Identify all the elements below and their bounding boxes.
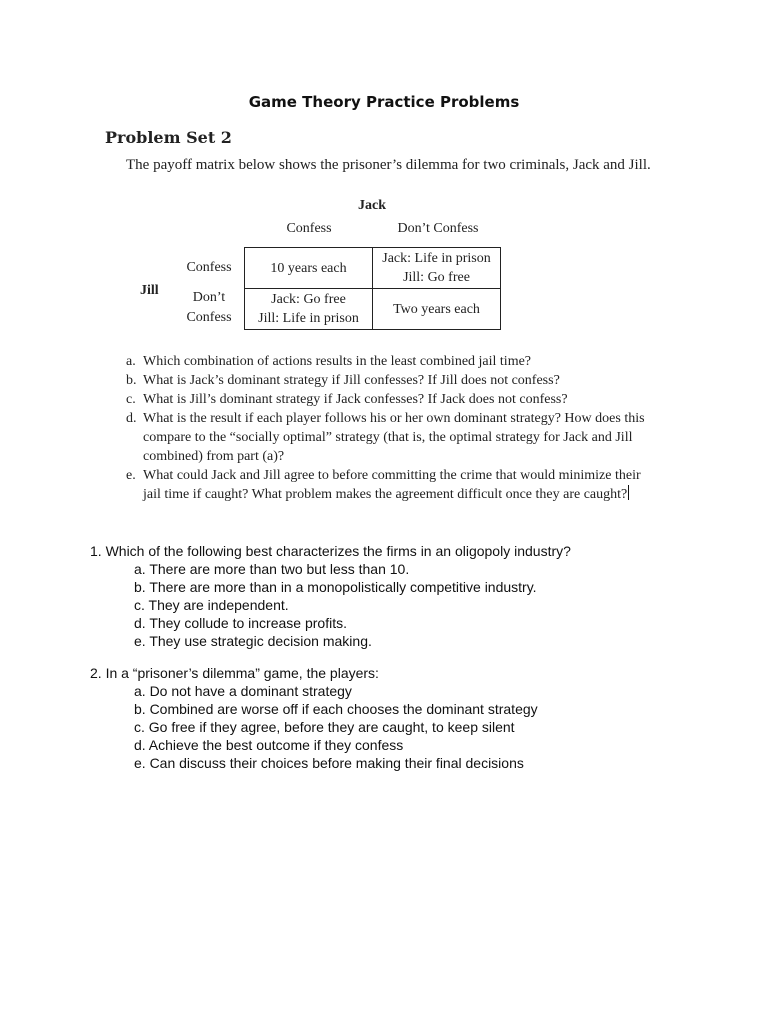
text-cursor bbox=[628, 485, 629, 500]
mc-option: d. They collude to increase profits. bbox=[134, 615, 347, 631]
row-player-label: Jill bbox=[140, 283, 159, 298]
multiple-choice-question bbox=[90, 542, 730, 650]
column-player-label: Jack bbox=[358, 198, 386, 213]
matrix-cell: Jack: Go free Jill: Life in prison bbox=[245, 289, 373, 330]
mc-option: c. They are independent. bbox=[134, 597, 289, 613]
multiple-choice-question bbox=[90, 664, 730, 772]
mc-option: b. There are more than in a monopolistically competitive industry. bbox=[134, 579, 537, 595]
matrix-cell: Jack: Life in prison Jill: Go free bbox=[373, 248, 501, 289]
column-header-dont-confess: Don’t Confess bbox=[397, 221, 479, 236]
matrix-cell: Two years each bbox=[373, 289, 501, 330]
question-item: b. What is Jack’s dominant strategy if Jill confesses? If Jill does not confess? bbox=[126, 373, 560, 388]
problem-set-title: Problem Set 2 bbox=[105, 128, 232, 147]
intro-text: The payoff matrix below shows the prisoner’s dilemma for two criminals, Jack and Jill. bbox=[126, 157, 651, 173]
mc-question-text: 1. Which of the following best characterizes the firms in an oligopoly industry? bbox=[90, 543, 571, 559]
matrix-cell: 10 years each bbox=[245, 248, 373, 289]
mc-option: e. They use strategic decision making. bbox=[134, 633, 372, 649]
mc-option: e. Can discuss their choices before making their final decisions bbox=[134, 755, 524, 771]
mc-option: a. There are more than two but less than 10. bbox=[134, 561, 410, 577]
column-header-confess: Confess bbox=[286, 221, 332, 236]
mc-option: a. Do not have a dominant strategy bbox=[134, 683, 352, 699]
row-header-confess: Confess bbox=[186, 260, 232, 275]
mc-option: b. Combined are worse off if each chooses the dominant strategy bbox=[134, 701, 538, 717]
mc-option: c. Go free if they agree, before they are caught, to keep silent bbox=[134, 719, 515, 735]
page-title: Game Theory Practice Problems bbox=[248, 93, 520, 111]
question-list bbox=[126, 352, 656, 504]
question-item: c. What is Jill’s dominant strategy if Jack confesses? If Jack does not confess? bbox=[126, 392, 568, 407]
mc-question-text: 2. In a “prisoner’s dilemma” game, the players: bbox=[90, 665, 379, 681]
mc-option: d. Achieve the best outcome if they confess bbox=[134, 737, 404, 753]
payoff-matrix bbox=[244, 247, 501, 330]
question-item: a. Which combination of actions results in the least combined jail time? bbox=[126, 354, 532, 369]
question-item: d. What is the result if each player follows his or her own dominant strategy? How does this compare to the “socially optimal” strategy (that is, the optimal strategy for Jack and Jill combined) from part (a)? bbox=[126, 411, 645, 464]
question-item: e. What could Jack and Jill agree to before committing the crime that would minimize their jail time if caught? What problem makes the agreement difficult once they are caught? bbox=[126, 468, 641, 502]
row-header-dont-confess: Don’t Confess bbox=[186, 290, 232, 325]
